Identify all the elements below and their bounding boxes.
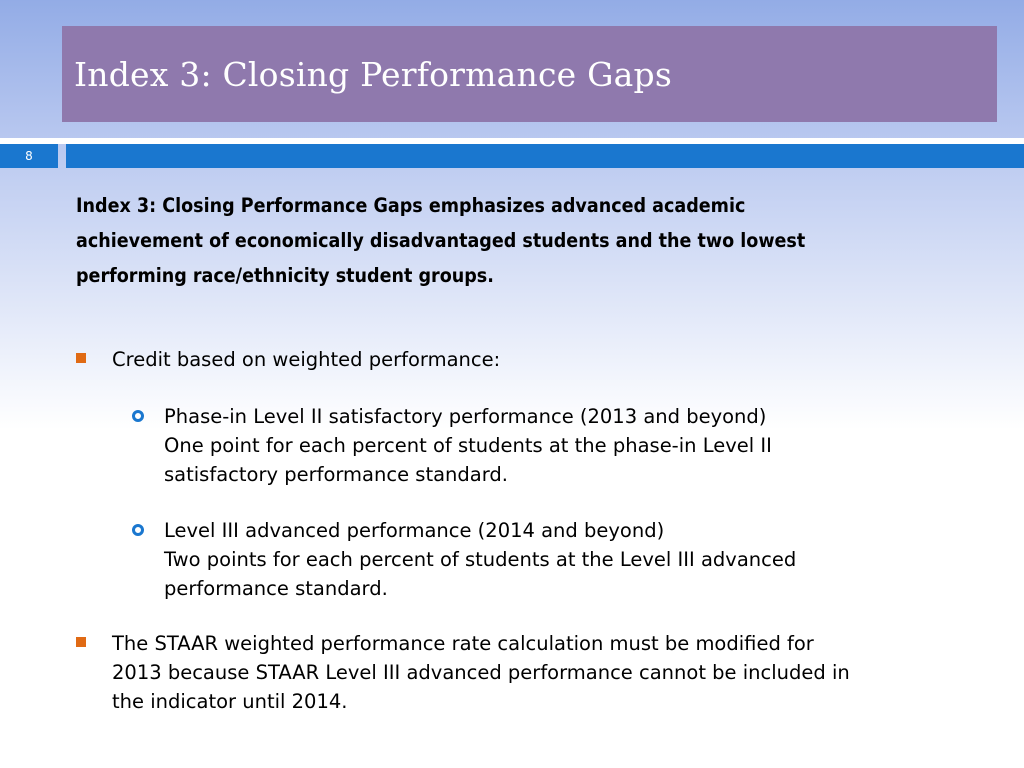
- slide-title: Index 3: Closing Performance Gaps: [74, 54, 672, 94]
- sub-bullet-line: One point for each percent of students at the phase-in Level II: [164, 434, 772, 457]
- bullet-staar-calculation: [76, 629, 956, 716]
- slide-number: [0, 144, 58, 168]
- sub-bullet-level-ii: [164, 402, 956, 489]
- square-bullet-icon: [76, 353, 86, 363]
- ring-bullet-icon: [132, 410, 144, 422]
- sub-bullet-line: Two points for each percent of students at the Level III advanced: [164, 548, 797, 571]
- intro-line: Index 3: Closing Performance Gaps emphasizes advanced academic: [76, 194, 746, 217]
- bullet-weighted-performance: [76, 345, 956, 374]
- ring-bullet-icon: [132, 524, 144, 536]
- sub-bullet-line: Phase-in Level II satisfactory performance (2013 and beyond): [164, 405, 767, 428]
- accent-bar: [66, 144, 1024, 168]
- sub-bullet-line: Level III advanced performance (2014 and beyond): [164, 519, 665, 542]
- bullet-text: The STAAR weighted performance rate calculation must be modified for: [112, 632, 814, 655]
- intro-paragraph: [76, 188, 956, 293]
- slide-number-text: 8: [25, 149, 33, 163]
- slide-body: [76, 188, 956, 716]
- title-bar: [62, 26, 997, 122]
- bullet-text: the indicator until 2014.: [112, 690, 348, 713]
- intro-line: performing race/ethnicity student groups.: [76, 264, 494, 287]
- sub-bullet-level-iii: [164, 516, 956, 603]
- sub-bullet-line: satisfactory performance standard.: [164, 463, 508, 486]
- bullet-text: Credit based on weighted performance:: [112, 348, 501, 371]
- square-bullet-icon: [76, 637, 86, 647]
- sub-bullet-line: performance standard.: [164, 577, 388, 600]
- intro-line: achievement of economically disadvantaged students and the two lowest: [76, 229, 806, 252]
- bullet-text: 2013 because STAAR Level III advanced performance cannot be included in: [112, 661, 850, 684]
